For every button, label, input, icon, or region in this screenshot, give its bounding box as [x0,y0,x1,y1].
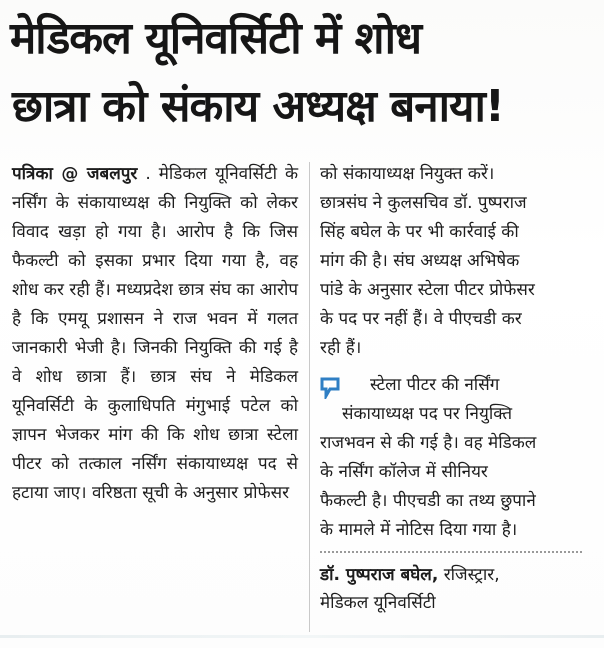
text-line: कुलाधिपति मंगुभाई पटेल को ज्ञापन [12,396,299,445]
text-line: पांडे के अनुसार स्टेला पीटर प्रोफेसर [320,280,535,300]
text-line: जानकारी भेजी है। जिनकी नियुक्ति [12,338,232,358]
article-column-left [12,160,298,508]
text-line: जिस फैकल्टी को इसका प्रभार दिया [12,222,298,271]
quote-line: के मामले में नोटिस दिया गया है। [320,520,518,540]
text-line: को संकायाध्यक्ष नियुक्त करें। [320,164,495,184]
quote-line: के नर्सिंग कॉलेज में सीनियर [320,462,488,482]
text-line: ने मेडिकल यूनिवर्सिटी के [12,367,298,416]
text-line: . मेडिकल [145,164,207,184]
text-line: विवाद खड़ा हो गया है। आरोप है कि [12,222,261,242]
article-column-right [320,160,596,617]
quote-line: फैकल्टी है। पीएचडी का तथ्य छुपाने [320,491,536,511]
text-line: की गई है वे शोध छात्रा हैं। छात्र संघ [12,338,298,387]
quote-attribution [320,561,596,617]
headline [10,4,600,140]
quote-line: स्टेला पीटर की नर्सिंग [370,375,500,395]
bottom-border [0,635,604,638]
headline-line-1: मेडिकल यूनिवर्सिटी में शोध [10,13,422,64]
quote-line: संकायाध्यक्ष पद पर नियुक्ति [342,404,513,424]
text-line: यूनिवर्सिटी के नर्सिंग के [12,164,299,213]
text-line: गया है, वह शोध कर रही हैं। [12,251,298,300]
quote-mark-icon [320,377,340,399]
text-line: संकायाध्यक्ष की नियुक्ति को लेकर [77,193,298,213]
column-divider [309,162,310,632]
attribution-divider [320,551,582,553]
text-line: एमयू प्रशासन ने राज भवन में गलत [58,309,299,329]
attribution-org: मेडिकल यूनिवर्सिटी [320,593,436,613]
article-paragraph-left [12,160,298,508]
attribution-name: डॉ. पुष्पराज बघेल, [320,565,439,585]
text-line: मध्यप्रदेश छात्र संघ का आरोप है कि [12,280,298,329]
dateline: पत्रिका @ जबलपुर [12,164,138,184]
text-line: भेजकर मांग की कि शोध छात्रा [55,425,259,445]
text-line: वरिष्ठता सूची के अनुसार प्रोफेसर [91,483,290,503]
text-line: स्टेला पीटर को तत्काल नर्सिंग [12,425,299,474]
quote-line: राजभवन से की गई है। वह मेडिकल [320,433,537,453]
text-line: संकायाध्यक्ष पद से हटाया जाए। [12,454,298,503]
pull-quote [320,371,596,545]
text-line: छात्रसंघ ने कुलसचिव डॉ. पुष्पराज [320,193,527,213]
text-line: रही हैं। [320,338,362,358]
headline-line-2: छात्रा को संकाय अध्यक्ष बनाया! [12,81,504,132]
article-paragraph-right [320,160,596,363]
attribution-role: रजिस्ट्रार, [443,565,500,585]
text-line: सिंह बघेल के पर भी कार्रवाई की [320,222,519,242]
text-line: के पद पर नहीं हैं। वे पीएचडी कर [320,309,522,329]
text-line: मांग की है। संघ अध्यक्ष अभिषेक [320,251,520,271]
